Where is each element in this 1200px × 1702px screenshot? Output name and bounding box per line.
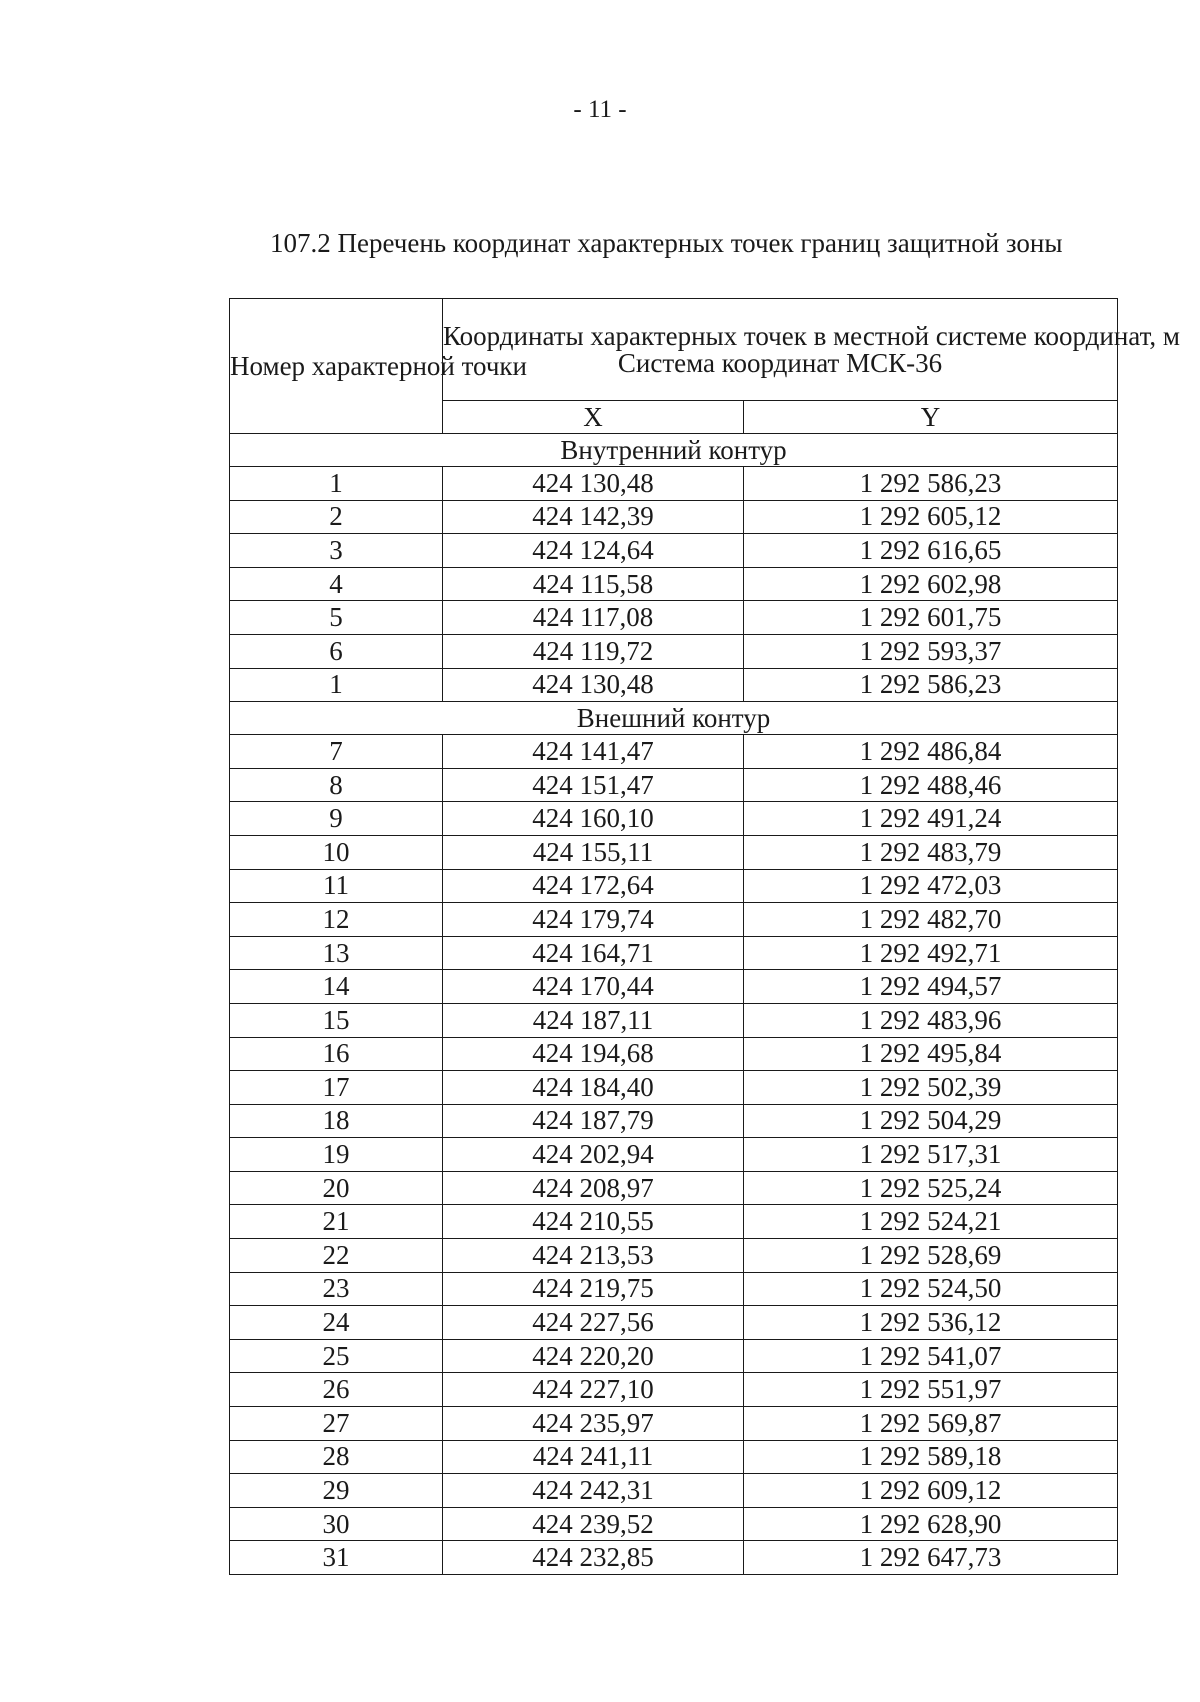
point-number-cell: 16 [230,1037,443,1071]
x-coordinate-cell: 424 172,64 [443,869,744,903]
y-coordinate-cell: 1 292 517,31 [744,1138,1118,1172]
point-number-cell: 10 [230,835,443,869]
x-coordinate-cell: 424 194,68 [443,1037,744,1071]
y-coordinate-cell: 1 292 524,50 [744,1272,1118,1306]
table-row [230,634,1118,668]
point-number-cell: 3 [230,534,443,568]
y-coordinate-cell: 1 292 589,18 [744,1440,1118,1474]
table-row [230,1071,1118,1105]
x-coordinate-cell: 424 124,64 [443,534,744,568]
x-coordinate-cell: 424 170,44 [443,970,744,1004]
y-coordinate-cell: 1 292 528,69 [744,1239,1118,1273]
x-coordinate-cell: 424 142,39 [443,500,744,534]
y-coordinate-cell: 1 292 494,57 [744,970,1118,1004]
y-coordinate-cell: 1 292 593,37 [744,634,1118,668]
x-coordinate-cell: 424 242,31 [443,1474,744,1508]
point-number-cell: 14 [230,970,443,1004]
y-coordinate-cell: 1 292 647,73 [744,1541,1118,1575]
y-coordinate-cell: 1 292 472,03 [744,869,1118,903]
section-title: Внутренний контур [230,434,1118,467]
table-row [230,601,1118,635]
table-row [230,534,1118,568]
y-coordinate-cell: 1 292 525,24 [744,1171,1118,1205]
y-coordinate-cell: 1 292 541,07 [744,1339,1118,1373]
y-coordinate-cell: 1 292 536,12 [744,1306,1118,1340]
table-row [230,500,1118,534]
point-number-cell: 19 [230,1138,443,1172]
x-coordinate-cell: 424 202,94 [443,1138,744,1172]
point-number-cell: 24 [230,1306,443,1340]
table-row [230,768,1118,802]
point-number-cell: 7 [230,735,443,769]
table-row [230,1171,1118,1205]
point-number-cell: 23 [230,1272,443,1306]
point-number-cell: 15 [230,1003,443,1037]
x-coordinate-cell: 424 227,56 [443,1306,744,1340]
x-coordinate-cell: 424 187,79 [443,1104,744,1138]
point-number-cell: 31 [230,1541,443,1575]
x-coordinate-cell: 424 213,53 [443,1239,744,1273]
point-number-cell: 26 [230,1373,443,1407]
y-coordinate-cell: 1 292 601,75 [744,601,1118,635]
x-coordinate-cell: 424 210,55 [443,1205,744,1239]
y-coordinate-cell: 1 292 483,79 [744,835,1118,869]
x-coordinate-cell: 424 130,48 [443,467,744,501]
y-coordinate-cell: 1 292 602,98 [744,567,1118,601]
section-row [230,434,1118,467]
point-number-cell: 4 [230,567,443,601]
point-number-cell: 1 [230,467,443,501]
y-coordinate-cell: 1 292 605,12 [744,500,1118,534]
section-title: Внешний контур [230,702,1118,735]
header-x: X [443,401,744,434]
x-coordinate-cell: 424 227,10 [443,1373,744,1407]
point-number-cell: 6 [230,634,443,668]
table-row [230,1205,1118,1239]
x-coordinate-cell: 424 160,10 [443,802,744,836]
header-coordinates [443,299,1180,401]
x-coordinate-cell: 424 130,48 [443,668,744,702]
y-coordinate-cell: 1 292 616,65 [744,534,1118,568]
header-coordinates-title: Координаты характерных точек в местной системе координат, м [443,320,1180,351]
point-number-cell: 2 [230,500,443,534]
point-number-cell: 25 [230,1339,443,1373]
y-coordinate-cell: 1 292 495,84 [744,1037,1118,1071]
table-row [230,1003,1118,1037]
point-number-cell: 12 [230,903,443,937]
x-coordinate-cell: 424 219,75 [443,1272,744,1306]
point-number-cell: 27 [230,1407,443,1441]
table-row [230,1474,1118,1508]
y-coordinate-cell: 1 292 628,90 [744,1507,1118,1541]
x-coordinate-cell: 424 220,20 [443,1339,744,1373]
table-row [230,936,1118,970]
coordinates-table [229,298,1180,1575]
section-row [230,702,1118,735]
table-row [230,1541,1118,1575]
point-number-cell: 8 [230,768,443,802]
table-row [230,467,1118,501]
point-number-cell: 30 [230,1507,443,1541]
table-row [230,1037,1118,1071]
table-row [230,802,1118,836]
x-coordinate-cell: 424 241,11 [443,1440,744,1474]
table-row [230,668,1118,702]
y-coordinate-cell: 1 292 586,23 [744,467,1118,501]
section-heading: 107.2 Перечень координат характерных точек границ защитной зоны [270,228,1063,258]
point-number-cell: 17 [230,1071,443,1105]
point-number-cell: 5 [230,601,443,635]
point-number-cell: 22 [230,1239,443,1273]
y-coordinate-cell: 1 292 492,71 [744,936,1118,970]
table-row [230,1138,1118,1172]
table-row [230,1239,1118,1273]
table-row [230,1407,1118,1441]
table-row [230,735,1118,769]
table-row [230,1373,1118,1407]
y-coordinate-cell: 1 292 586,23 [744,668,1118,702]
x-coordinate-cell: 424 235,97 [443,1407,744,1441]
table-row [230,567,1118,601]
y-coordinate-cell: 1 292 524,21 [744,1205,1118,1239]
table-row [230,903,1118,937]
y-coordinate-cell: 1 292 609,12 [744,1474,1118,1508]
x-coordinate-cell: 424 115,58 [443,567,744,601]
y-coordinate-cell: 1 292 488,46 [744,768,1118,802]
x-coordinate-cell: 424 187,11 [443,1003,744,1037]
y-coordinate-cell: 1 292 482,70 [744,903,1118,937]
table-body [230,434,1118,1575]
table-row [230,1440,1118,1474]
x-coordinate-cell: 424 164,71 [443,936,744,970]
header-coordinate-system: Система координат МСК-36 [617,347,943,378]
y-coordinate-cell: 1 292 569,87 [744,1407,1118,1441]
table-row [230,1104,1118,1138]
x-coordinate-cell: 424 117,08 [443,601,744,635]
table-row [230,869,1118,903]
y-coordinate-cell: 1 292 491,24 [744,802,1118,836]
y-coordinate-cell: 1 292 502,39 [744,1071,1118,1105]
y-coordinate-cell: 1 292 551,97 [744,1373,1118,1407]
x-coordinate-cell: 424 232,85 [443,1541,744,1575]
y-coordinate-cell: 1 292 504,29 [744,1104,1118,1138]
x-coordinate-cell: 424 119,72 [443,634,744,668]
point-number-cell: 21 [230,1205,443,1239]
table-row [230,835,1118,869]
x-coordinate-cell: 424 151,47 [443,768,744,802]
x-coordinate-cell: 424 208,97 [443,1171,744,1205]
x-coordinate-cell: 424 179,74 [443,903,744,937]
y-coordinate-cell: 1 292 486,84 [744,735,1118,769]
table-row [230,1507,1118,1541]
point-number-cell: 13 [230,936,443,970]
point-number-cell: 29 [230,1474,443,1508]
point-number-cell: 9 [230,802,443,836]
x-coordinate-cell: 424 239,52 [443,1507,744,1541]
header-point-number: Номер характерной точки [230,299,443,434]
x-coordinate-cell: 424 141,47 [443,735,744,769]
header-y: Y [744,401,1118,434]
y-coordinate-cell: 1 292 483,96 [744,1003,1118,1037]
point-number-cell: 20 [230,1171,443,1205]
x-coordinate-cell: 424 155,11 [443,835,744,869]
point-number-cell: 28 [230,1440,443,1474]
table-row [230,1339,1118,1373]
point-number-cell: 1 [230,668,443,702]
point-number-cell: 18 [230,1104,443,1138]
table-row [230,970,1118,1004]
x-coordinate-cell: 424 184,40 [443,1071,744,1105]
point-number-cell: 11 [230,869,443,903]
table-row [230,1272,1118,1306]
page-number: - 11 - [573,96,627,123]
table-row [230,1306,1118,1340]
